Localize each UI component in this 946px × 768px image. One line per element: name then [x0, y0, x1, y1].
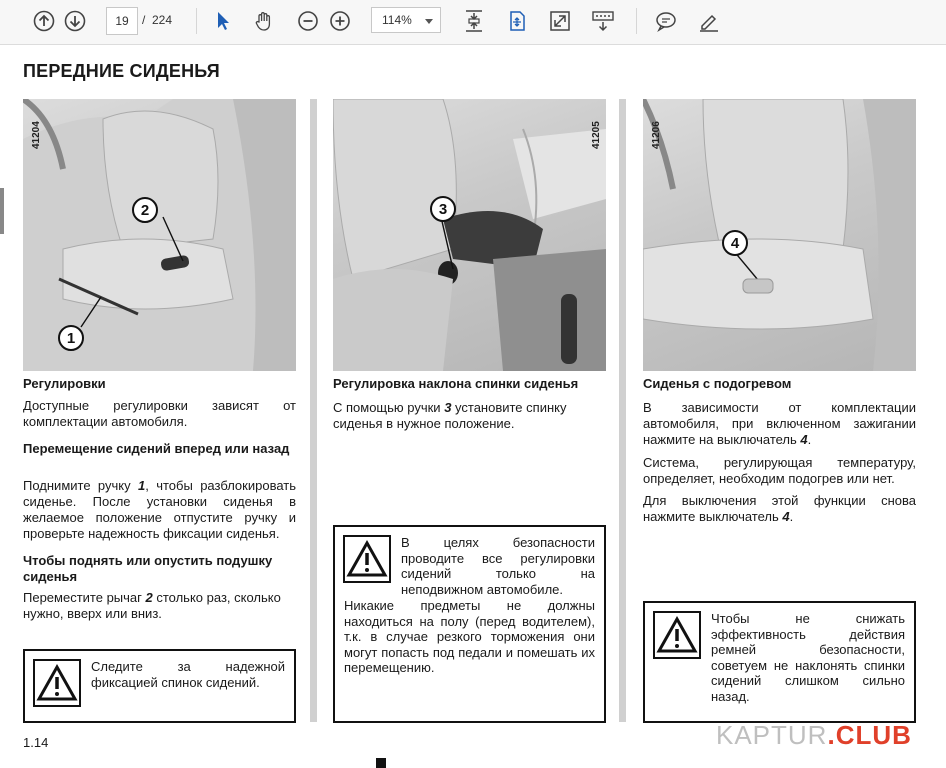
watermark: KAPTUR.CLUB — [716, 720, 912, 750]
pen-icon[interactable] — [696, 8, 722, 34]
page-marker — [376, 758, 386, 768]
page-title: ПЕРЕДНИЕ СИДЕНЬЯ — [23, 61, 220, 81]
seat-photo-2 — [333, 99, 606, 371]
warning-text: Следите за надежной фиксацией спинок сидений. — [91, 659, 285, 690]
seat-photo-1 — [23, 99, 296, 371]
expand-icon[interactable] — [547, 8, 573, 34]
toolbar — [0, 0, 946, 45]
section-heading: Чтобы поднять или опустить подушку сиденья — [23, 553, 273, 584]
warning-box — [643, 601, 916, 723]
photo-id: 41204 — [31, 121, 42, 149]
zoom-out-icon[interactable] — [295, 8, 321, 34]
scroll-marker — [0, 188, 4, 234]
section-body: Для выключения этой функции снова нажмите выключатель 4. — [643, 493, 916, 524]
hand-icon[interactable] — [251, 8, 277, 34]
warning-box — [23, 649, 296, 723]
zoom-in-icon[interactable] — [327, 8, 353, 34]
callout-3: 3 — [430, 196, 456, 222]
section-heading: Сиденья с подогревом — [643, 376, 792, 391]
column-divider — [619, 99, 626, 722]
page-separator: / — [142, 13, 146, 27]
callout-1: 1 — [58, 325, 84, 351]
section-heading: Регулировка наклона спинки сиденья — [333, 376, 579, 391]
toolbar-divider — [196, 8, 197, 34]
callout-2: 2 — [132, 197, 158, 223]
warning-icon — [653, 611, 701, 659]
section-body: Поднимите ручку 1, чтобы разблокировать сиденье. После установки сиденья в желаемое положение отпустите ручку и проверьте надежность фиксации сиденья. — [23, 478, 296, 541]
arrow-up-icon[interactable] — [31, 8, 57, 34]
section-body: Доступные регулировки зависят от комплектации автомобиля. — [23, 398, 296, 429]
text-select-icon[interactable] — [590, 8, 616, 34]
chevron-down-icon — [425, 19, 433, 24]
warning-text: В целях безопасности проводите все регулировки сидений только на неподвижном автомобиле. — [401, 535, 595, 597]
section-body: Переместите рычаг 2 столько раз, сколько нужно, вверх или вниз. — [23, 590, 281, 621]
section-heading: Перемещение сидений вперед или назад — [23, 441, 290, 456]
photo-id: 41205 — [591, 121, 602, 149]
comment-icon[interactable] — [653, 8, 679, 34]
section-body: С помощью ручки 3 установите спинку сиденья в нужное положение. — [333, 400, 567, 431]
column-divider — [310, 99, 317, 722]
page-total: 224 — [152, 13, 173, 27]
warning-icon — [343, 535, 391, 583]
zoom-select[interactable]: 114% — [371, 7, 441, 33]
cursor-icon[interactable] — [210, 8, 236, 34]
fit-page-icon[interactable] — [461, 8, 487, 34]
page-number-footer: 1.14 — [23, 735, 49, 750]
warning-icon — [33, 659, 81, 707]
photo-id: 41206 — [651, 121, 662, 149]
warning-text: Чтобы не снижать эффективность действия ремней безопасности, советуем не наклонять спинки сидений слишком сильно назад. — [711, 611, 905, 704]
warning-box — [333, 525, 606, 723]
arrow-down-icon[interactable] — [62, 8, 88, 34]
warning-text: Никакие предметы не должны находиться на полу (перед водителем), т.к. в случае резкого торможения они могут попасть под педали и помешать их перемещению. — [344, 598, 595, 675]
callout-4: 4 — [722, 230, 748, 256]
seat-photo-3 — [643, 99, 916, 371]
section-body: Система, регулирующая температуру, определяет, необходим подогрев или нет. — [643, 455, 916, 486]
section-heading: Регулировки — [23, 376, 106, 391]
page-number-input[interactable]: 19 — [106, 7, 138, 35]
section-body: В зависимости от комплектации автомобиля, при включенном зажигании нажмите на выключатель 4. — [643, 400, 916, 447]
rotate-icon[interactable] — [504, 8, 530, 34]
toolbar-divider — [636, 8, 637, 34]
